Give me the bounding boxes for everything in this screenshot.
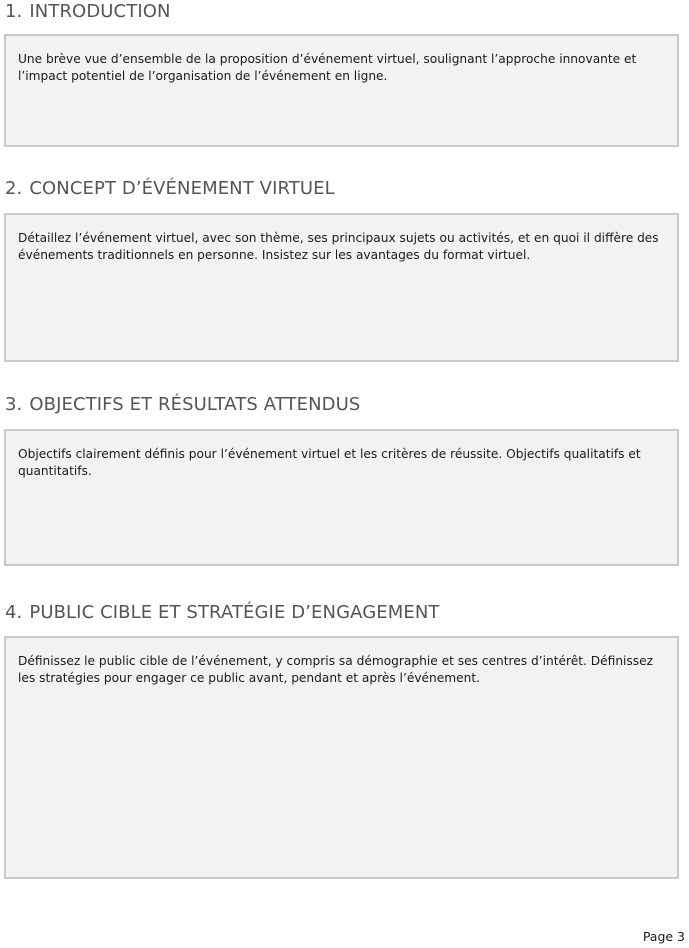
section-4-heading bbox=[5, 602, 440, 624]
section-1-body: Une brève vue d’ensemble de la proposition d’événement virtuel, soulignant l’approche innovante et l’impact potentiel de l’organisation de l’événement en ligne. bbox=[18, 52, 637, 83]
section-3-textbox[interactable] bbox=[4, 429, 679, 566]
section-4-title: PUBLIC CIBLE ET STRATÉGIE D’ENGAGEMENT bbox=[29, 602, 440, 623]
section-2-body: Détaillez l’événement virtuel, avec son thème, ses principaux sujets ou activités, et en quoi il diffère des événements traditionnels en personne. Insistez sur les avantages du format virtuel. bbox=[18, 231, 659, 262]
section-1-number: 1. bbox=[5, 1, 23, 22]
section-2-heading bbox=[5, 178, 335, 200]
section-1-heading bbox=[5, 1, 171, 23]
section-2-title: CONCEPT D’ÉVÉNEMENT VIRTUEL bbox=[29, 178, 335, 199]
page-number: Page 3 bbox=[642, 929, 685, 944]
section-4-body: Définissez le public cible de l’événement, y compris sa démographie et ses centres d’intérêt. Définissez les stratégies pour engager ce public avant, pendant et après l’événement. bbox=[18, 654, 654, 685]
section-3-heading bbox=[5, 394, 360, 416]
section-3-body: Objectifs clairement définis pour l’événement virtuel et les critères de réussite. Objectifs qualitatifs et quantitatifs. bbox=[18, 447, 641, 478]
section-4-number: 4. bbox=[5, 602, 23, 623]
section-1-title: INTRODUCTION bbox=[29, 1, 171, 22]
section-1-textbox[interactable] bbox=[4, 34, 679, 147]
section-3-title: OBJECTIFS ET RÉSULTATS ATTENDUS bbox=[29, 394, 361, 415]
section-2-textbox[interactable] bbox=[4, 213, 679, 362]
section-2-number: 2. bbox=[5, 178, 23, 199]
section-4-textbox[interactable] bbox=[4, 636, 679, 879]
section-3-number: 3. bbox=[5, 394, 23, 415]
